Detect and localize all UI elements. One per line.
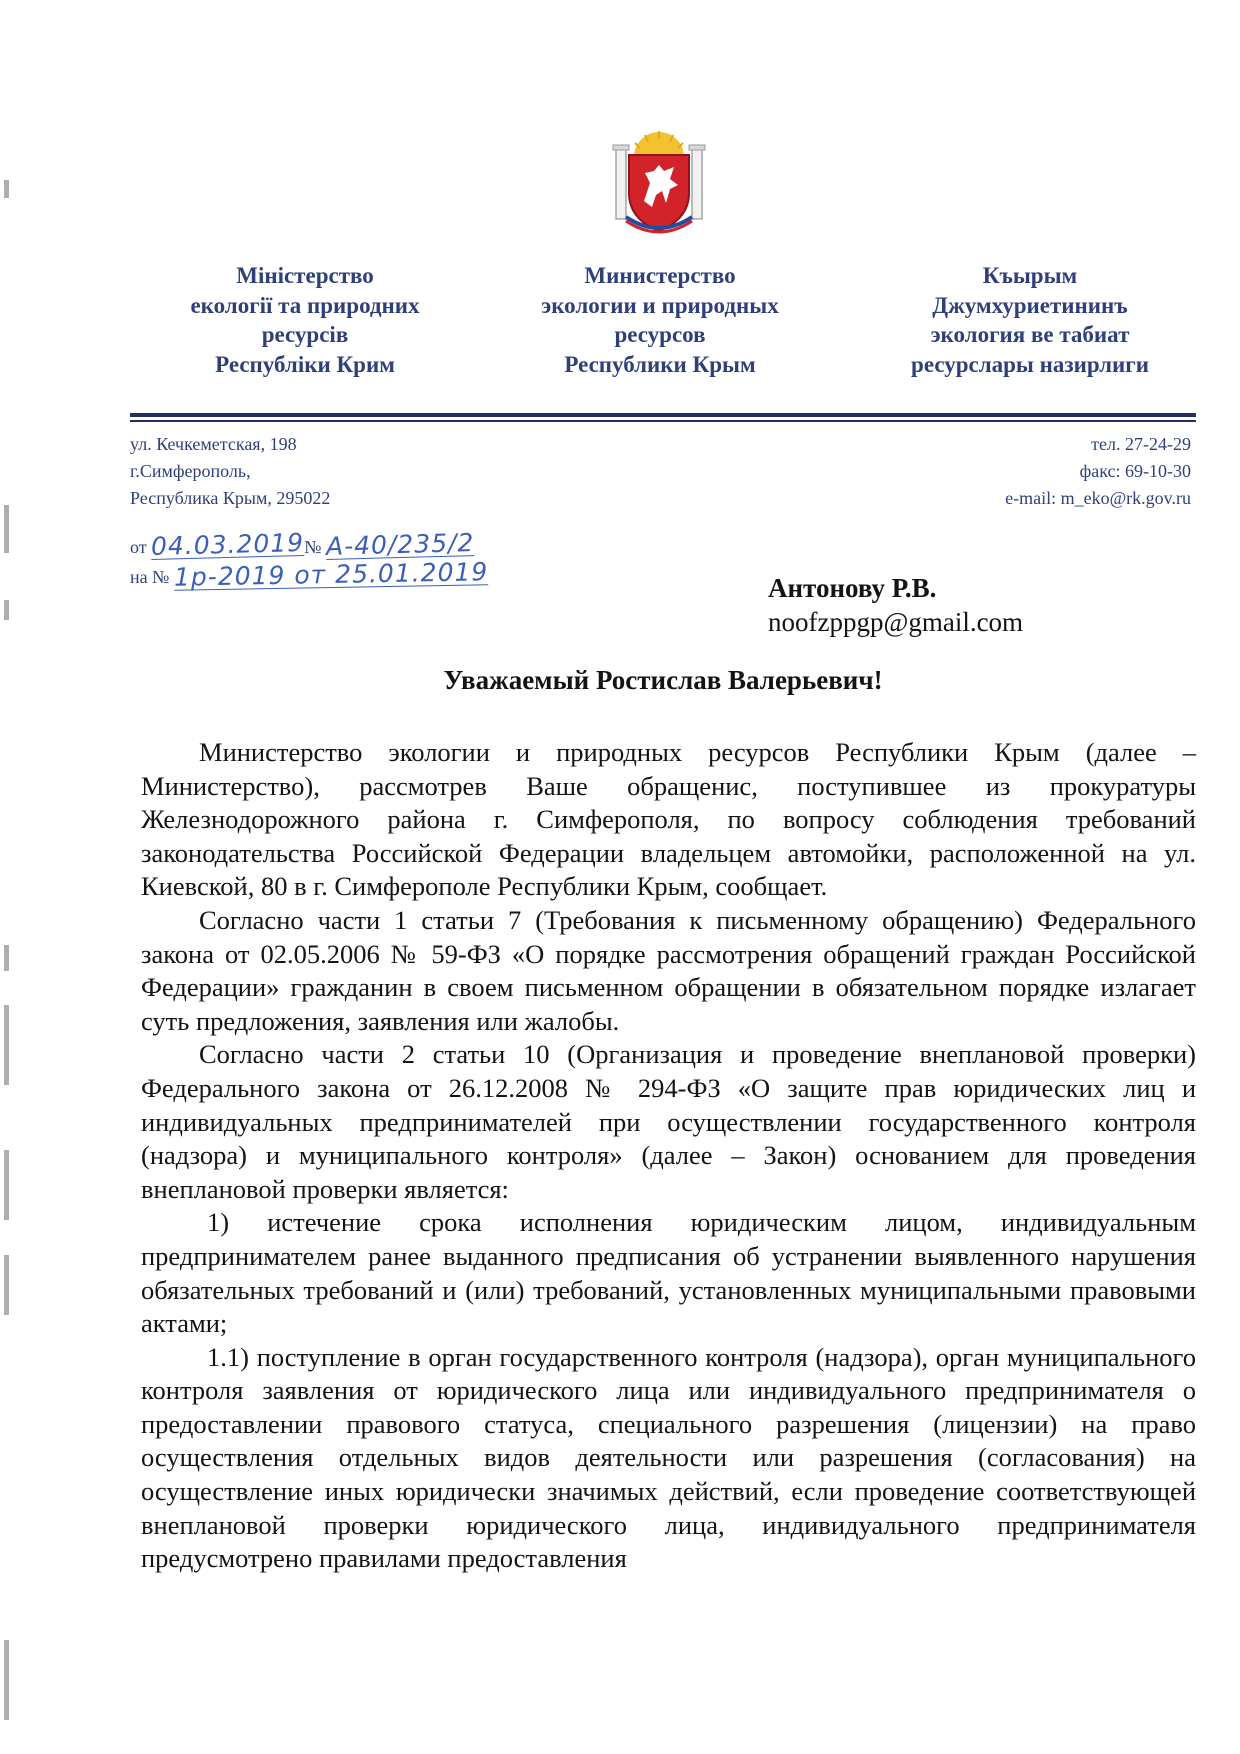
phone-number: тел. 27-24-29 [1091, 434, 1191, 454]
letterhead-rule [130, 413, 1196, 417]
address-line: Республика Крым, 295022 [130, 488, 331, 508]
body-paragraph: Министерство экологии и природных ресурсов Республики Крым (далее – Министерство), рассмотрев Ваше обращенис, поступившее из прокуратуры Железнодорожного района г. Симферополя, по вопросу соблюдения требований законодательства Российской Федерации владельцем автомойки, расположенной на ул. Киевской, 80 в г. Симферополе Республики Крым, сообщает. [141, 737, 1196, 902]
ministry-crh-line: экология ве табиат [930, 322, 1130, 347]
postal-address [130, 431, 330, 512]
handwritten-reply-number: 1р-2019 от 25.01.2019 [173, 557, 489, 592]
body-list-item: 1) истечение срока исполнения юридическим лицом, индивидуальным предпринимателем ранее выданного предписания об устранении выявленного нарушения обязательных требований и (или) требований, установленных муниципальными правовыми актами; [141, 1207, 1196, 1339]
email-address: e-mail: m_eko@rk.gov.ru [1005, 488, 1191, 508]
address-line: г.Симферополь, [130, 461, 251, 481]
address-line: ул. Кечкеметская, 198 [130, 434, 297, 454]
number-label: № [304, 537, 322, 557]
ministry-crh-line: Къырым [982, 263, 1078, 288]
body-list-item: 1.1) поступление в орган государственного контроля (надзора), орган муниципального контроля заявления от юридического лица или индивидуального предпринимателя о предоставлении правового статуса, специального разрешения (лицензии) на право осуществления отдельных видов деятельности или разрешения (согласования) на осуществление иных юридически значимых действий, если проведение соответствующей внеплановой проверки юридического лица, индивидуального предпринимателя предусмотрено правилами предоставления [141, 1341, 1196, 1574]
ministry-crh-line: ресурслары назирлиги [911, 351, 1149, 377]
recipient-name: Антонову Р.В. [768, 573, 937, 603]
ministry-ru-line: Министерство [584, 263, 736, 288]
recipient-email: noofzppgp@gmail.com [768, 607, 1024, 637]
from-label: от [130, 537, 147, 557]
ministry-name-crimean-tatar [880, 261, 1180, 379]
outgoing-reference [130, 528, 475, 561]
recipient-block [768, 571, 1023, 639]
letterhead-rule [130, 420, 1196, 422]
ministry-ru-line: экологии и природных [541, 292, 779, 318]
scan-edge-marks [4, 0, 20, 1754]
handwritten-date: 04.03.2019 [150, 528, 305, 561]
body-paragraph: Согласно части 2 статьи 10 (Организация и проведение внеплановой проверки) Федерального закона от 26.12.2008 № 294-ФЗ «О защите прав юридических лиц и индивидуальных предпринимателей при осуществлении государственного контроля (надзора) и муниципального контроля» (далее – Закон) основанием для проведения внеплановой проверки является: [141, 1039, 1196, 1204]
ministry-ru-line: Республики Крым [564, 351, 756, 377]
ministry-ru-line: ресурсов [614, 322, 706, 347]
body-paragraph: Согласно части 1 статьи 7 (Требования к письменному обращению) Федерального закона от 02.05.2006 № 59-ФЗ «О порядке рассмотрения обращений граждан Российской Федерации» гражданин в своем письменном обращении в обязательном порядке излагает суть предложения, заявления или жалобы. [141, 904, 1196, 1036]
ministry-ua-line: ресурсів [261, 322, 349, 347]
ministry-ua-line: екології та природних [190, 292, 420, 318]
ministry-ua-line: Республіки Крим [215, 351, 395, 377]
incoming-reference [130, 557, 489, 592]
ministry-ua-line: Міністерство [236, 263, 374, 288]
ministry-crh-line: Джумхуриетининъ [932, 292, 1128, 318]
handwritten-number: А-40/235/2 [325, 528, 475, 561]
ministry-name-ukrainian [155, 261, 455, 379]
salutation: Уважаемый Ростислав Валерьевич! [443, 665, 883, 695]
letter-body [141, 736, 1196, 1576]
ministry-name-russian [510, 261, 810, 379]
crimea-coat-of-arms-icon [612, 127, 706, 237]
reply-label: на № [130, 567, 170, 587]
fax-number: факс: 69-10-30 [1079, 461, 1191, 481]
contact-details [1005, 431, 1191, 512]
